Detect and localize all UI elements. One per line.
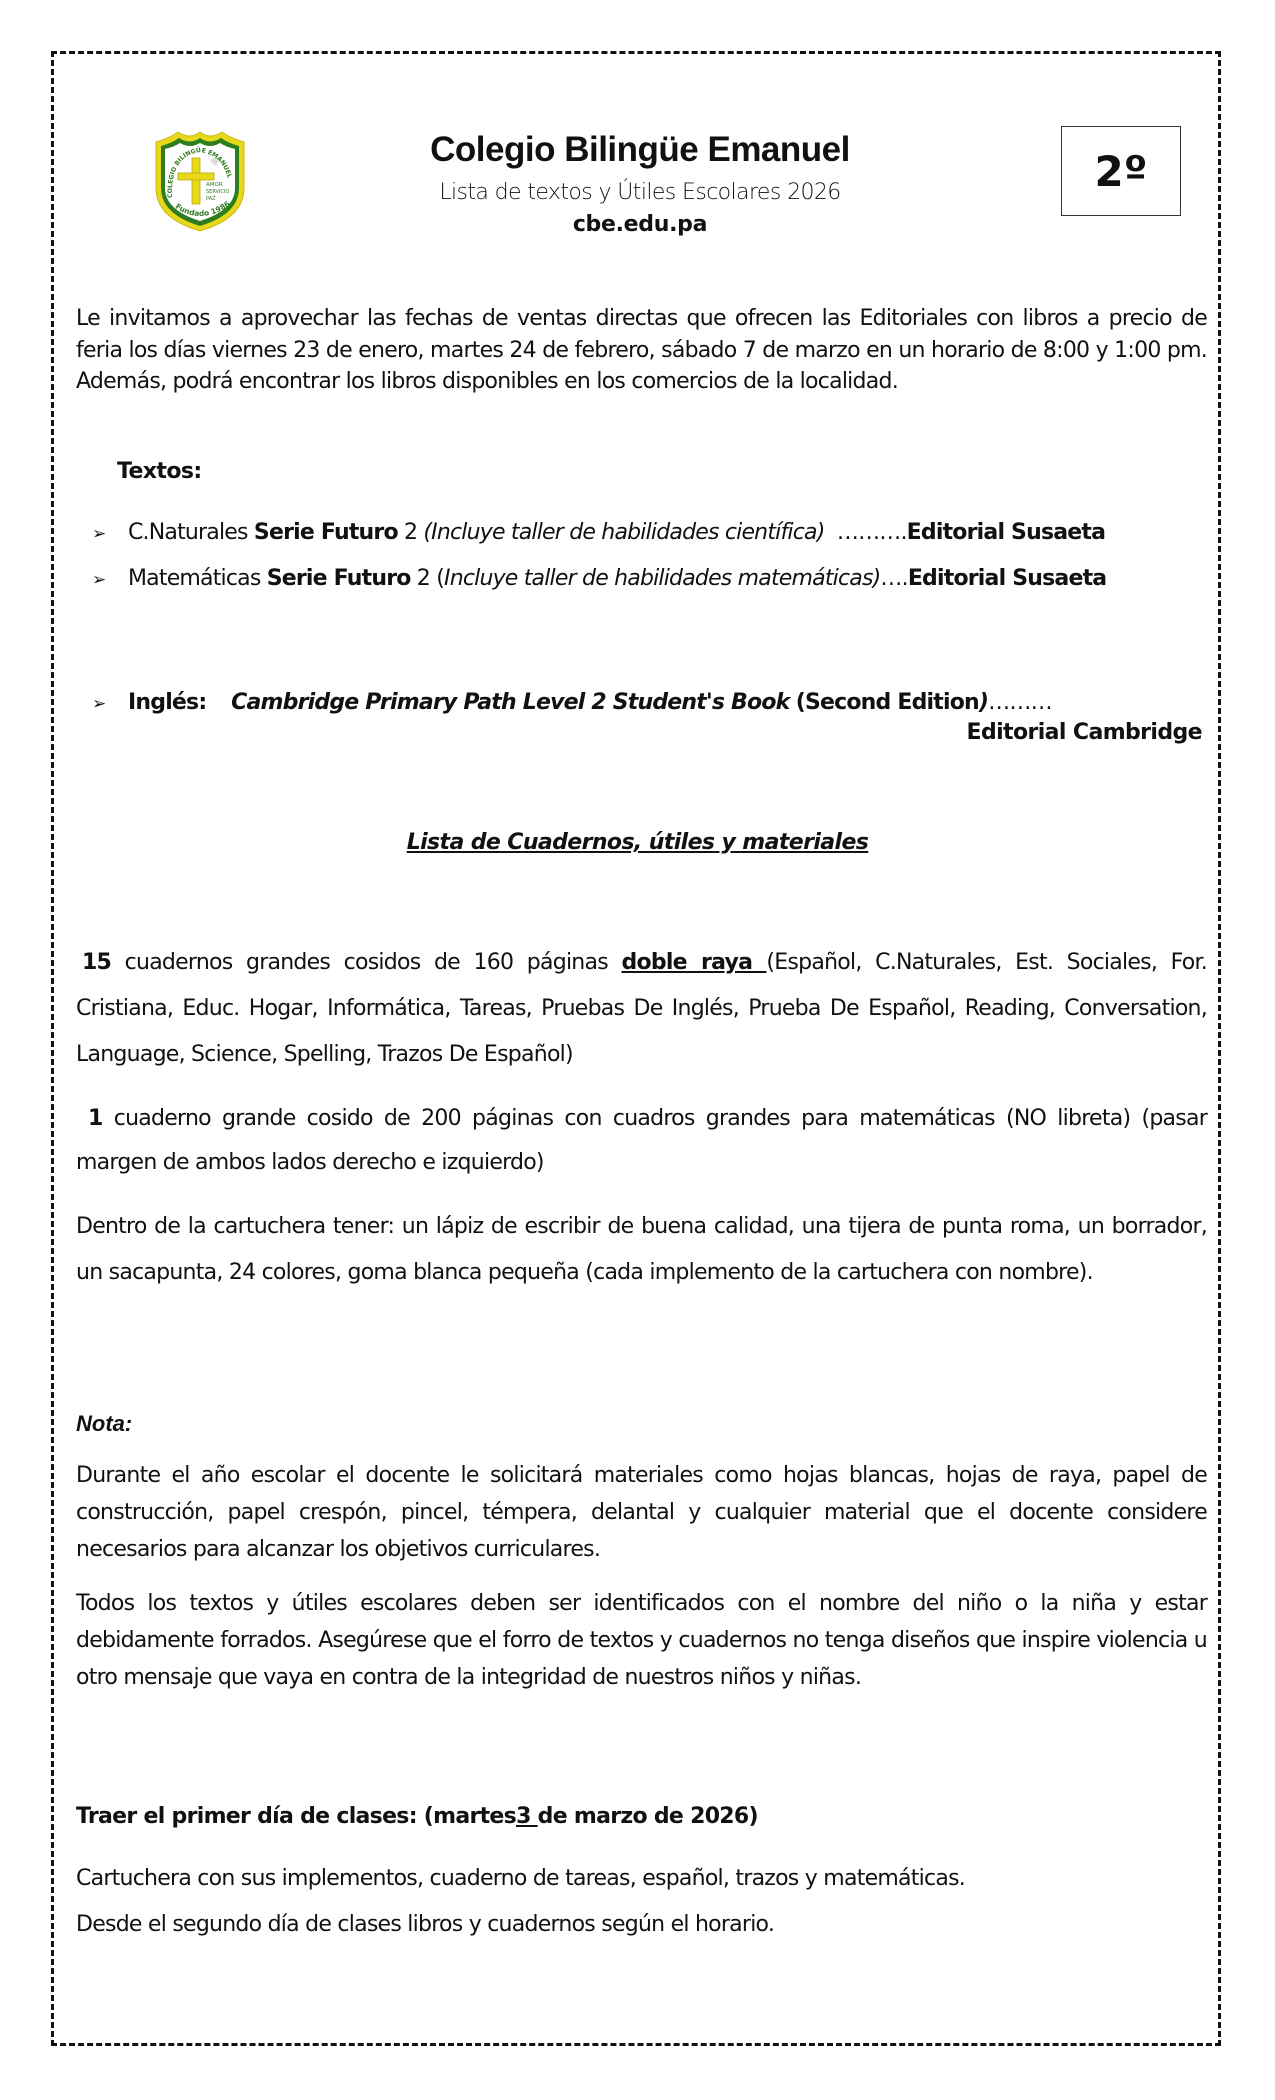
textos-label: Textos: — [117, 459, 202, 484]
subject: Inglés: — [128, 690, 207, 715]
textbook-item — [92, 690, 1052, 715]
edition-close: ) — [978, 690, 989, 715]
notebooks-paragraph — [76, 940, 1207, 1078]
grade-box — [1061, 126, 1181, 216]
school-crest-logo — [150, 128, 250, 233]
leader-dots: ……… — [988, 690, 1052, 715]
note: (Incluye taller de habilidades científica) — [423, 520, 825, 545]
series: Serie Futuro — [253, 520, 398, 545]
series: Serie Futuro — [266, 566, 411, 591]
publisher: Editorial Cambridge — [966, 720, 1202, 745]
publisher: Editorial Susaeta — [907, 566, 1107, 591]
school-website: cbe.edu.pa — [572, 212, 708, 237]
book-title: Cambridge Primary Path Level 2 Student's Book — [231, 690, 790, 715]
subject: Matemáticas — [128, 566, 261, 591]
first-day-item: Cartuchera con sus implementos, cuaderno de tareas, español, trazos y matemáticas. — [76, 1866, 966, 1891]
school-name: Colegio Bilingüe Emanuel — [430, 130, 850, 169]
arrow-bullet-icon: ➢ — [92, 570, 106, 590]
notebook-desc: cuadernos grandes cosidos de 160 páginas — [111, 950, 622, 975]
pencil-case-paragraph: Dentro de la cartuchera tener: un lápiz de escribir de buena calidad, una tijera de punta roma, un borrador, un sacapunta, 24 colores, goma blanca pequeña (cada implemento de la cartuchera con nombre). — [76, 1214, 1207, 1285]
note-paragraph: Todos los textos y útiles escolares deben ser identificados con el nombre del niño o la niña y estar debidamente forrados. Asegúrese que el forro de textos y cuadernos no tenga diseños que inspire violencia u otro mensaje que vaya en contra de la integridad de nuestros niños y niñas. — [76, 1591, 1207, 1690]
first-day-suffix: de marzo de 2026) — [537, 1804, 758, 1829]
first-day-item: Desde el segundo día de clases libros y cuadernos según el horario. — [76, 1912, 775, 1937]
notebook-subjects: (Español, C.Naturales, Est. Sociales, For. Cristiana, Educ. Hogar, Informática, Tareas, Pruebas De Inglés, Prueba De Español, Reading, Conversation, Language, Science, Spelling, Trazos De Español) — [76, 950, 1207, 1067]
note: Incluye taller de habilidades matemáticas) — [444, 566, 881, 591]
textbook-item — [92, 520, 1105, 545]
leader-dots: …. — [880, 566, 908, 591]
subject: C.Naturales — [128, 520, 248, 545]
first-day-prefix: Traer el primer día de clases: (martes — [76, 1804, 517, 1829]
note-paragraph: Durante el año escolar el docente le solicitará materiales como hojas blancas, hojas de raya, papel de construcción, papel crespón, pincel, témpera, delantal y cualquier material que el docente considere necesarios para alcanzar los objetivos curriculares. — [76, 1463, 1207, 1562]
first-day-date: 3 — [516, 1804, 538, 1829]
edition: (Second Edition — [795, 690, 979, 715]
leader-dots: ………. — [836, 520, 907, 545]
svg-text:Fundado 1986: Fundado 1986 — [173, 199, 232, 219]
notebook-ruling: doble raya — [621, 950, 767, 975]
intro-paragraph: Le invitamos a aprovechar las fechas de ventas directas que ofrecen las Editoriales con libros a precio de feria los días viernes 23 de enero, martes 24 de febrero, sábado 7 de marzo en un horario de 8:00 y 1:00 pm. Además, podrá encontrar los libros disponibles en los comercios de la localidad. — [76, 306, 1207, 394]
math-notebook-paragraph — [76, 1097, 1207, 1185]
logo-motto: AMOR — [206, 182, 223, 188]
arrow-bullet-icon: ➢ — [92, 694, 106, 714]
math-notebook-desc: cuaderno grande cosido de 200 páginas con cuadros grandes para matemáticas (NO libreta) (pasar margen de ambos lados derecho e izquierdo) — [76, 1106, 1207, 1175]
notebook-count: 15 — [82, 950, 112, 975]
first-day-heading — [76, 1804, 758, 1829]
materials-heading: Lista de Cuadernos, útiles y materiales — [406, 830, 869, 855]
level: 2 — [416, 566, 430, 591]
level: 2 — [403, 520, 418, 545]
grade-label: 2º — [1094, 146, 1148, 196]
svg-text:COLEGIO BILINGÜE EMANUEL: COLEGIO BILINGÜE EMANUEL — [166, 146, 233, 199]
svg-text:PAZ: PAZ — [206, 196, 216, 202]
svg-text:SERVICIO: SERVICIO — [206, 189, 230, 195]
note-label: Nota: — [76, 1411, 133, 1436]
document-subtitle: Lista de textos y Útiles Escolares 2026 — [439, 180, 841, 205]
math-notebook-count: 1 — [88, 1106, 103, 1131]
textbook-item — [92, 566, 1106, 591]
publisher: Editorial Susaeta — [906, 520, 1106, 545]
note-open: ( — [436, 566, 444, 591]
arrow-bullet-icon: ➢ — [92, 524, 106, 544]
